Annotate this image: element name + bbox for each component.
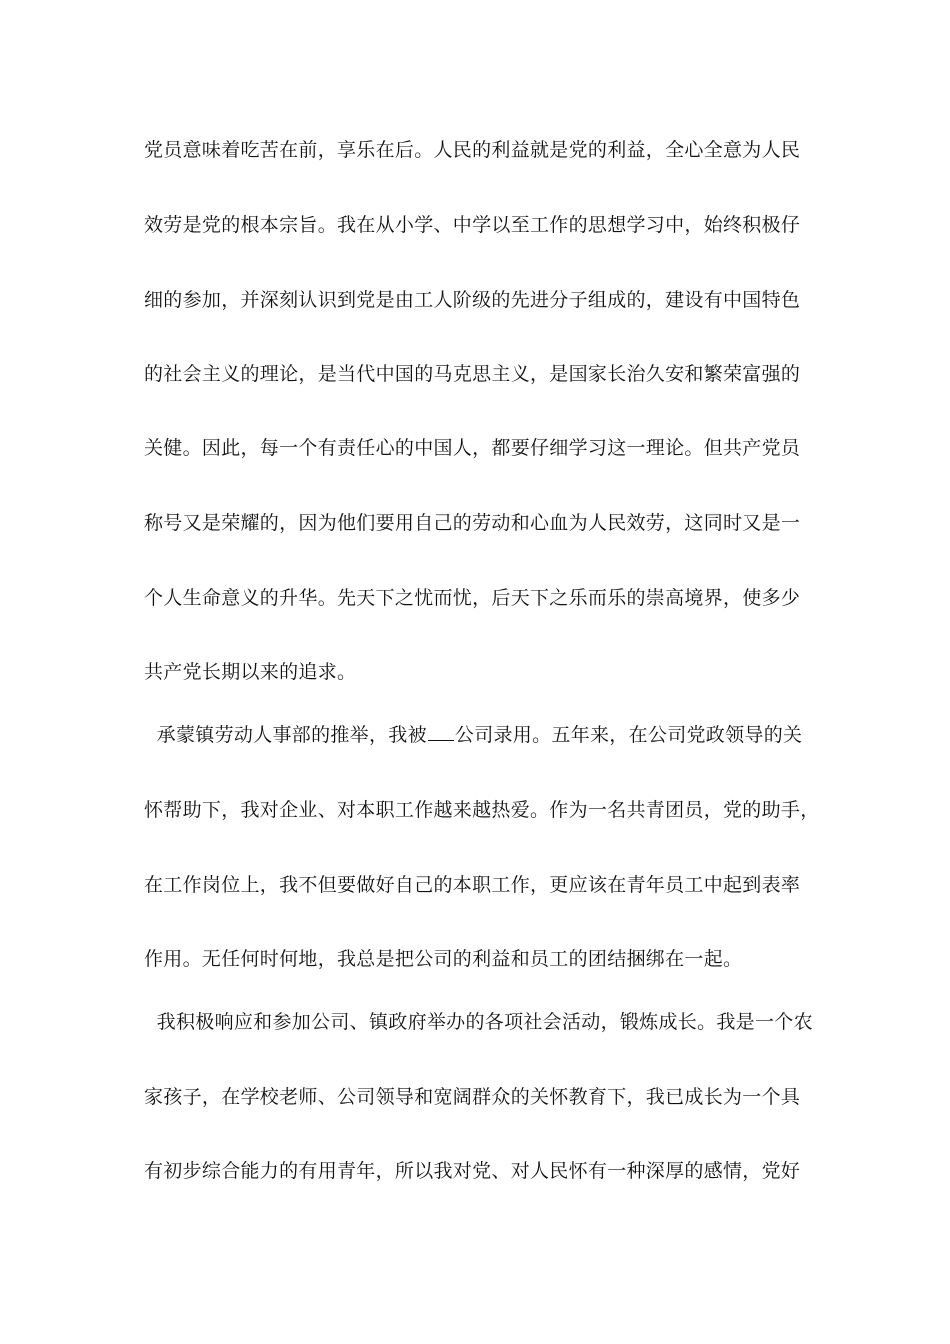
paragraph-line: 我积极响应和参加公司、镇政府举办的各项社会活动，锻炼成长。我是一个农 (144, 1011, 813, 1033)
paragraph-line: 关健。因此，每一个有责任心的中国人，都要仔细学习这一理论。但共产党员 (144, 437, 801, 459)
paragraph-line: 的社会主义的理论，是当代中国的马克思主义，是国家长治久安和繁荣富强的 (144, 363, 801, 385)
paragraph-line: 有初步综合能力的有用青年，所以我对党、对人民怀有一种深厚的感情，党好 (144, 1160, 801, 1182)
paragraph-line: 党员意味着吃苦在前，享乐在后。人民的利益就是党的利益，全心全意为人民 (144, 139, 801, 161)
paragraph-line: 个人生命意义的升华。先天下之忧而忧，后天下之乐而乐的崇高境界，使多少 (144, 587, 801, 609)
text-segment: 公司录用。五年来，在公司党政领导的关 (454, 724, 803, 746)
paragraph-line: 家孩子，在学校老师、公司领导和宽阔群众的关怀教育下，我已成长为一个具 (144, 1086, 801, 1108)
paragraph-line: 细的参加，并深刻认识到党是由工人阶级的先进分子组成的，建设有中国特色 (144, 289, 801, 311)
text-segment: 承蒙镇劳动人事部的推举，我被 (144, 724, 427, 746)
paragraph-line: 称号又是荣耀的，因为他们要用自己的劳动和心血为人民效劳，这同时又是一 (144, 512, 801, 534)
paragraph-line (144, 720, 814, 750)
paragraph-line: 共产党长期以来的追求。 (144, 661, 357, 683)
paragraph-line: 效劳是党的根本宗旨。我在从小学、中学以至工作的思想学习中，始终积极仔 (144, 214, 801, 236)
paragraph-line: 在工作岗位上，我不但要做好自己的本职工作，更应该在青年员工中起到表率 (144, 874, 801, 896)
fill-in-blank (428, 720, 454, 741)
paragraph-line: 作用。无任何时何地，我总是把公司的利益和员工的团结捆绑在一起。 (144, 948, 743, 970)
paragraph-line: 怀帮助下，我对企业、对本职工作越来越热爱。作为一名共青团员，党的助手， (144, 799, 820, 821)
